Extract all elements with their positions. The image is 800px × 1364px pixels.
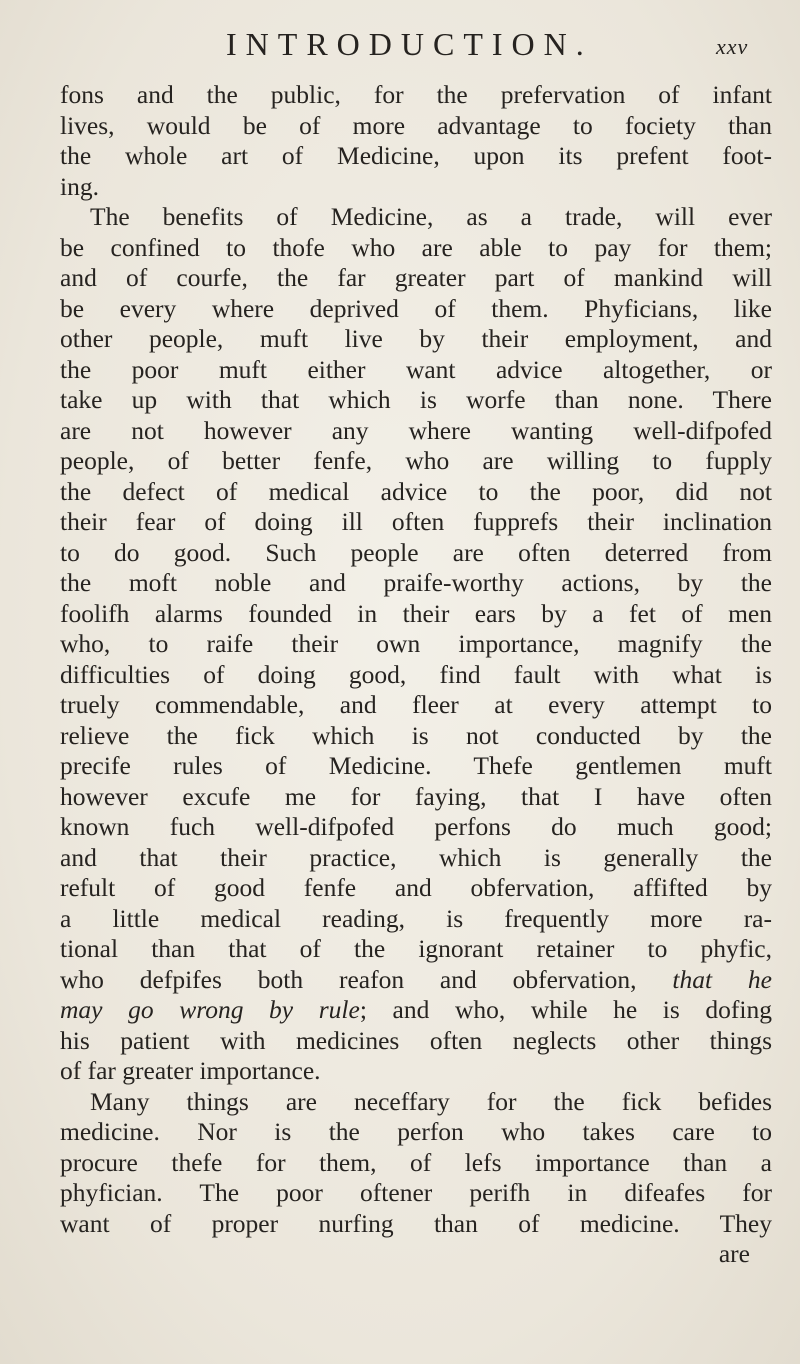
catchword: are xyxy=(718,1239,750,1268)
text-line: a little medical reading, is frequently more ra- xyxy=(60,903,772,933)
text-line: truely commendable, and fleer at every attempt to xyxy=(60,690,772,719)
text-line: are not however any where wanting well-difpofed xyxy=(60,415,772,445)
text-line: their fear of doing ill often fupprefs their inclination xyxy=(60,507,772,536)
text-line: refult of good fenfe and obfervation, affifted by xyxy=(60,873,772,902)
text-line: medicine. Nor is the perfon who takes care to xyxy=(60,1117,772,1146)
page-header xyxy=(0,18,800,68)
text-line: of far greater importance. xyxy=(60,1056,321,1085)
italic-phrase: that he xyxy=(672,964,772,994)
text-line: phyfician. The poor oftener perifh in difeafes for xyxy=(60,1178,772,1207)
text-line: and that their practice, which is generally the xyxy=(60,842,772,872)
text-line: precife rules of Medicine. Thefe gentlemen muft xyxy=(60,751,772,780)
text-line: be confined to thofe who are able to pay for them; xyxy=(60,232,772,262)
text-line-part: who defpifes both reafon and obfervation, xyxy=(60,964,637,994)
text-line: tional than that of the ignorant retainer to phyfic, xyxy=(60,934,772,963)
text-line: the poor muft either want advice altogether, or xyxy=(60,354,772,384)
text-line: ing. xyxy=(60,171,99,201)
running-title: INTRODUCTION. xyxy=(226,26,593,62)
text-line: lives, would be of more advantage to fociety than xyxy=(60,110,772,140)
text-line: the whole art of Medicine, upon its prefent foot- xyxy=(60,141,772,170)
text-line: who, to raife their own importance, magnify the xyxy=(60,629,772,658)
body-text xyxy=(60,80,772,1270)
text-line: take up with that which is worfe than none. There xyxy=(60,385,772,414)
text-line: procure thefe for them, of lefs importance than a xyxy=(60,1147,772,1177)
text-line: foolifh alarms founded in their ears by a fet of men xyxy=(60,598,772,628)
text-line: Many things are neceffary for the fick befides xyxy=(90,1086,772,1116)
text-line: the defect of medical advice to the poor, did not xyxy=(60,476,772,506)
text-line: difficulties of doing good, find fault with what is xyxy=(60,659,772,689)
italic-phrase: may go wrong by rule xyxy=(60,995,360,1024)
text-line: his patient with medicines often neglects other things xyxy=(60,1025,772,1055)
page-number: xxv xyxy=(716,34,749,59)
text-line: want of proper nurfing than of medicine. They xyxy=(60,1208,772,1238)
text-line: fons and the public, for the prefervation of infant xyxy=(60,80,772,109)
text-line: however excufe me for faying, that I have often xyxy=(60,781,772,811)
text-line: other people, muft live by their employment, and xyxy=(60,324,772,353)
text-line: to do good. Such people are often deterred from xyxy=(60,537,772,567)
text-line xyxy=(60,995,772,1026)
text-line xyxy=(60,965,772,996)
text-line: the moft noble and praife-worthy actions, by the xyxy=(60,568,772,597)
text-line: and of courfe, the far greater part of mankind will xyxy=(60,263,772,292)
text-line: be every where deprived of them. Phyficians, like xyxy=(60,293,772,323)
text-line-part: ; and who, while he is dofing xyxy=(359,995,773,1024)
text-line: The benefits of Medicine, as a trade, will ever xyxy=(90,202,772,231)
text-line: known fuch well-difpofed perfons do much good; xyxy=(60,812,772,841)
text-line: relieve the fick which is not conducted by the xyxy=(60,720,772,750)
text-line: people, of better fenfe, who are willing to fupply xyxy=(60,446,772,475)
